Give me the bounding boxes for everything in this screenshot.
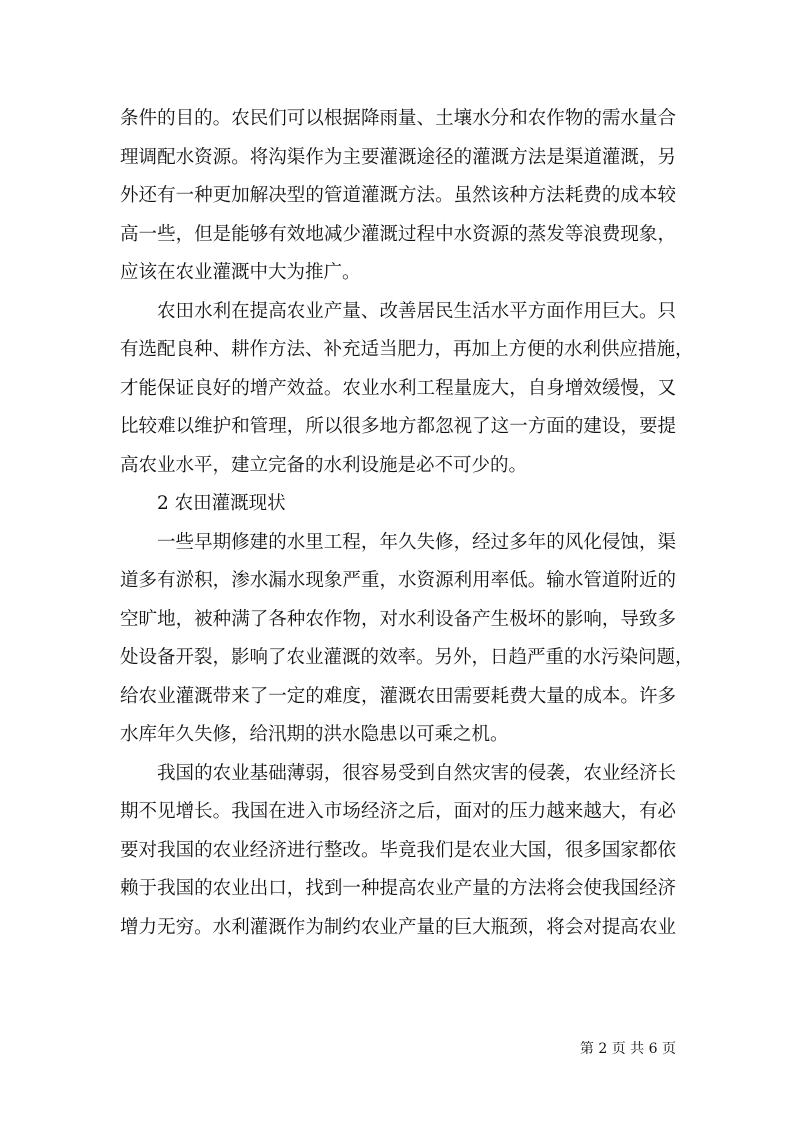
document-body [120, 100, 694, 947]
text-line: 才能保证良好的增产效益。农业水利工程量庞大，自身增效缓慢，又 [120, 377, 676, 399]
text-line: 我国的农业基础薄弱，很容易受到自然灾害的侵袭，农业经济长 [157, 762, 676, 784]
text-line: 高一些，但是能够有效地减少灌溉过程中水资源的蒸发等浪费现象， [120, 223, 676, 245]
text-line: 比较难以维护和管理，所以很多地方都忽视了这一方面的建设，要提 [120, 416, 676, 437]
text-line: 一些早期修建的水里工程，年久失修，经过多年的风化侵蚀，渠 [157, 531, 676, 553]
text-line: 应该在农业灌溉中大为推广。 [120, 262, 361, 283]
paragraph [120, 293, 694, 486]
text-line: 道多有淤积，渗水漏水现象严重，水资源利用率低。输水管道附近的 [120, 570, 676, 591]
text-line: 2 农田灌溉现状 [157, 493, 286, 514]
text-line: 高农业水平，建立完备的水利设施是必不可少的。 [120, 454, 528, 476]
text-line: 给农业灌溉带来了一定的难度，灌溉农田需要耗费大量的成本。许多 [120, 685, 676, 707]
text-line: 要对我国的农业经济进行整改。毕竟我们是农业大国，很多国家都依 [120, 839, 676, 861]
paragraph [120, 755, 676, 948]
text-line: 增力无穷。水利灌溉作为制约农业产量的巨大瓶颈，将会对提高农业 [120, 916, 676, 938]
text-line: 外还有一种更加解决型的管道灌溉方法。虽然该种方法耗费的成本较 [120, 185, 676, 206]
text-line: 空旷地，被种满了各种农作物，对水利设备产生极坏的影响，导致多 [120, 608, 676, 630]
text-line: 条件的目的。农民们可以根据降雨量、土壤水分和农作物的需水量合 [120, 108, 676, 129]
paragraph [120, 100, 676, 293]
page-number-footer: 第 2 页 共 6 页 [579, 1041, 676, 1057]
text-line: 有选配良种、耕作方法、补充适当肥力，再加上方便的水利供应措施， [120, 339, 694, 360]
text-line: 水库年久失修，给汛期的洪水隐患以可乘之机。 [120, 724, 509, 745]
text-line: 农田水利在提高农业产量、改善居民生活水平方面作用巨大。只 [157, 300, 676, 322]
text-line: 期不见增长。我国在进入市场经济之后，面对的压力越来越大，有必 [120, 801, 676, 822]
paragraph [120, 524, 694, 755]
section-heading [120, 485, 676, 524]
text-line: 处设备开裂，影响了农业灌溉的效率。另外，日趋严重的水污染问题， [120, 647, 694, 668]
text-line: 赖于我国的农业出口，找到一种提高农业产量的方法将会使我国经济 [120, 878, 676, 899]
text-line: 理调配水资源。将沟渠作为主要灌溉途径的灌溉方法是渠道灌溉，另 [120, 146, 676, 168]
